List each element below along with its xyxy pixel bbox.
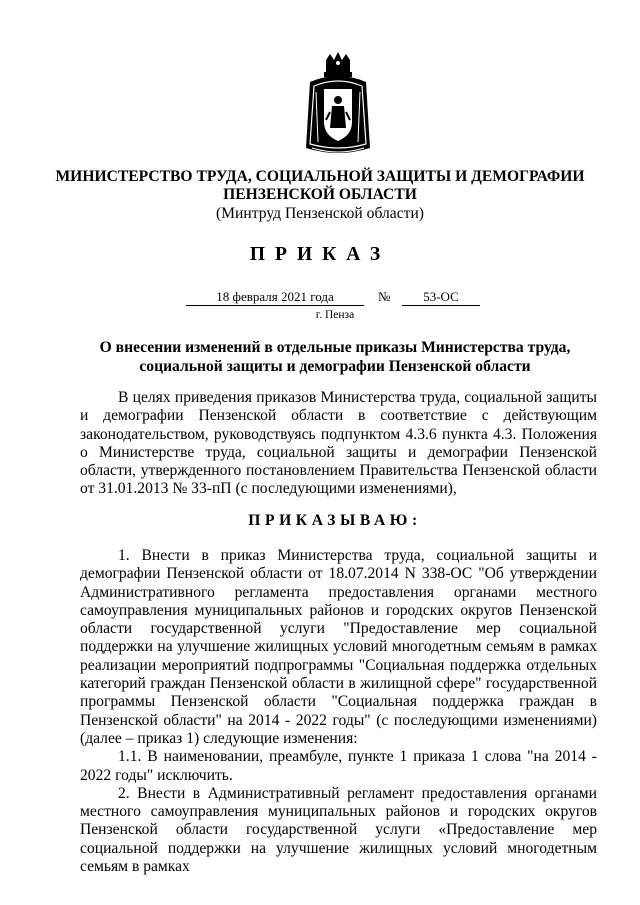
ministry-name-line2: ПЕНЗЕНСКОЙ ОБЛАСТИ <box>223 186 417 203</box>
order-subject <box>0 338 640 376</box>
order-body <box>80 547 597 876</box>
ministry-name-line1: МИНИСТЕРСТВО ТРУДА, СОЦИАЛЬНОЙ ЗАЩИТЫ И ДЕМОГРАФИИ <box>55 168 585 185</box>
ministry-short-name: (Минтруд Пензенской области) <box>215 205 424 222</box>
preamble-paragraph: В целях приведения приказов Министерства труда, социальной защиты и демографии Пензенской области в соответствие с действующим законодательством, руководствуясь подпунктом 4.3.6 пункта 4.3. Положения о Министерстве труда, социальной защиты и демографии Пензенской области, утвержденного постановлением Правительства Пензенской области от 31.01.2013 № 33-пП (с последующими изменениями), <box>80 389 597 498</box>
order-city: г. Пенза <box>315 309 355 321</box>
order-item-1: 1. Внести в приказ Министерства труда, социальной защиты и демографии Пензенской области от 18.07.2014 N 338-ОС "Об утверждении Административного регламента предоставления органами местного самоуправления муниципальных районов и городских округов Пензенской области государственной услуги "Предоставление мер социальной поддержки на улучшение жилищных условий многодетным семьям в рамках реализации мероприятий подпрограммы "Социальная поддержка отдельных категорий граждан Пензенской области в жилищной сфере" государственной программы Пензенской области "Социальная поддержка граждан в Пензенской области" на 2014 - 2022 годы" (с последующими изменениями) (далее – приказ 1) следующие изменения: <box>80 547 597 747</box>
order-number-sign: № <box>378 289 391 304</box>
decree-heading: ПРИКАЗЫВАЮ: <box>248 512 422 529</box>
preamble-text <box>80 389 597 499</box>
coat-of-arms-icon <box>296 52 380 156</box>
ministry-header <box>0 168 640 223</box>
order-item-1-1: 1.1. В наименовании, преамбуле, пункте 1 приказа 1 слова "на 2014 - 2022 годы" исключить. <box>80 748 597 784</box>
order-number: 53-ОС <box>402 289 480 306</box>
order-title: ПРИКАЗ <box>249 244 391 265</box>
order-subject-line2: социальной защиты и демографии Пензенской области <box>139 358 531 375</box>
order-subject-line1: О внесении изменений в отдельные приказы Министерства труда, <box>99 339 571 356</box>
order-date: 18 февраля 2021 года <box>186 289 364 306</box>
order-item-2: 2. Внести в Административный регламент предоставления органами местного самоуправления муниципальных районов и городских округов Пензенской области государственной услуги «Предоставление мер социальной поддержки на улучшение жилищных условий многодетным семьям в рамках <box>80 784 597 876</box>
